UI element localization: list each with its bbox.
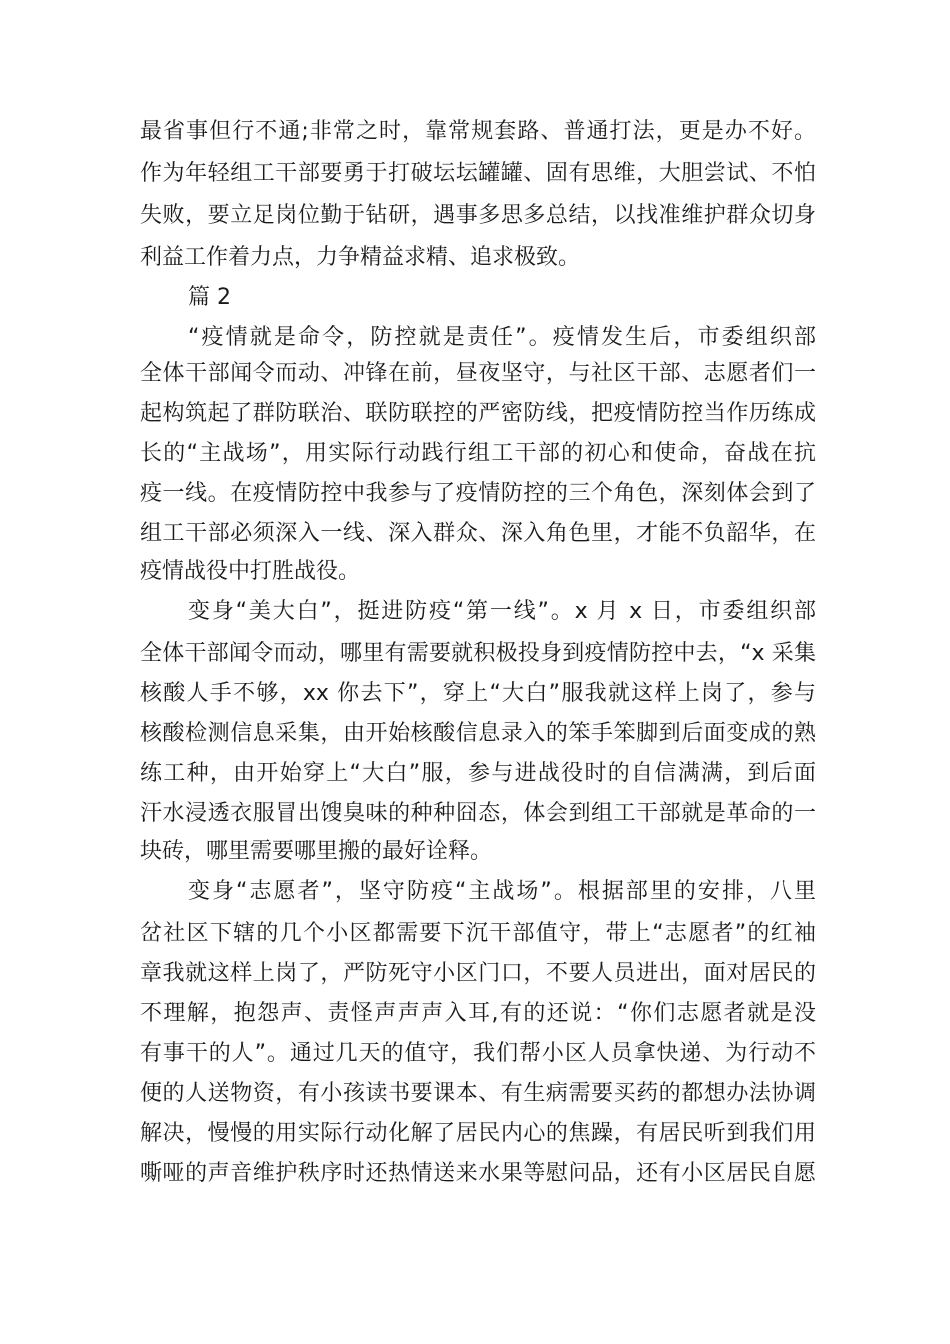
paragraph-3-line-5: 练工种，由开始穿上“大白”服，参与进战役时的自信满满，到后面: [140, 761, 816, 786]
paragraph-3-line-6: 汗水浸透衣服冒出馊臭味的种种囧态，体会到组工干部就是革命的一: [140, 801, 816, 826]
paragraph-4-line-6: 便的人送物资，有小孩读书要课本、有生病需要买药的都想办法协调: [140, 1081, 816, 1106]
paragraph-1-line-2: 作为年轻组工干部要勇于打破坛坛罐罐、固有思维，大胆尝试、不怕: [140, 161, 816, 186]
paragraph-2-line-3: 起构筑起了群防联治、联防联控的严密防线，把疫情防控当作历练成: [140, 401, 816, 426]
paragraph-2-line-7: 疫情战役中打胜战役。: [140, 559, 361, 584]
paragraph-4-line-5: 有事干的人”。通过几天的值守，我们帮小区人员拿快递、为行动不: [140, 1041, 816, 1066]
paragraph-1-line-3: 失败，要立足岗位勤于钻研，遇事多思多总结，以找准维护群众切身: [140, 203, 816, 228]
paragraph-2-line-5: 疫一线。在疫情防控中我参与了疫情防控的三个角色，深刻体会到了: [140, 481, 816, 506]
paragraph-4-line-2: 岔社区下辖的几个小区都需要下沉干部值守，带上“志愿者”的红袖: [140, 921, 816, 946]
paragraph-4-line-4: 不理解，抱怨声、责怪声声声入耳,有的还说：“你们志愿者就是没: [140, 1001, 816, 1026]
paragraph-1-line-4: 利益工作着力点，力争精益求精、追求极致。: [140, 245, 581, 270]
paragraph-4-line-7: 解决，慢慢的用实际行动化解了居民内心的焦躁，有居民听到我们用: [140, 1121, 816, 1146]
paragraph-2-line-1: “疫情就是命令，防控就是责任”。疫情发生后，市委组织部: [188, 325, 816, 350]
paragraph-4-line-3: 章我就这样上岗了，严防死守小区门口，不要人员进出，面对居民的: [140, 961, 816, 986]
paragraph-2-line-6: 组工干部必须深入一线、深入群众、深入角色里，才能不负韶华，在: [140, 521, 816, 546]
paragraph-3-line-3: 核酸人手不够，xx 你去下”，穿上“大白”服我就这样上岗了，参与: [140, 681, 816, 706]
paragraph-3-line-1: 变身“美大白”，挺进防疫“第一线”。x 月 x 日，市委组织部: [188, 599, 816, 624]
paragraph-3-line-2: 全体干部闻令而动，哪里有需要就积极投身到疫情防控中去，“x 采集: [140, 641, 816, 666]
paragraph-2-line-2: 全体干部闻令而动、冲锋在前，昼夜坚守，与社区干部、志愿者们一: [140, 361, 816, 386]
paragraph-4-line-1: 变身“志愿者”，坚守防疫“主战场”。根据部里的安排，八里: [188, 879, 816, 904]
paragraph-2-line-4: 长的“主战场”，用实际行动践行组工干部的初心和使命，奋战在抗: [140, 441, 816, 466]
paragraph-4-line-8: 嘶哑的声音维护秩序时还热情送来水果等慰问品，还有小区居民自愿: [140, 1161, 816, 1186]
paragraph-1-line-1: 最省事但行不通;非常之时，靠常规套路、普通打法，更是办不好。: [140, 119, 816, 144]
section-heading: 篇 2: [188, 285, 231, 310]
paragraph-3-line-4: 核酸检测信息采集，由开始核酸信息录入的笨手笨脚到后面变成的熟: [140, 721, 816, 746]
paragraph-3-line-7: 块砖，哪里需要哪里搬的最好诠释。: [140, 839, 493, 864]
